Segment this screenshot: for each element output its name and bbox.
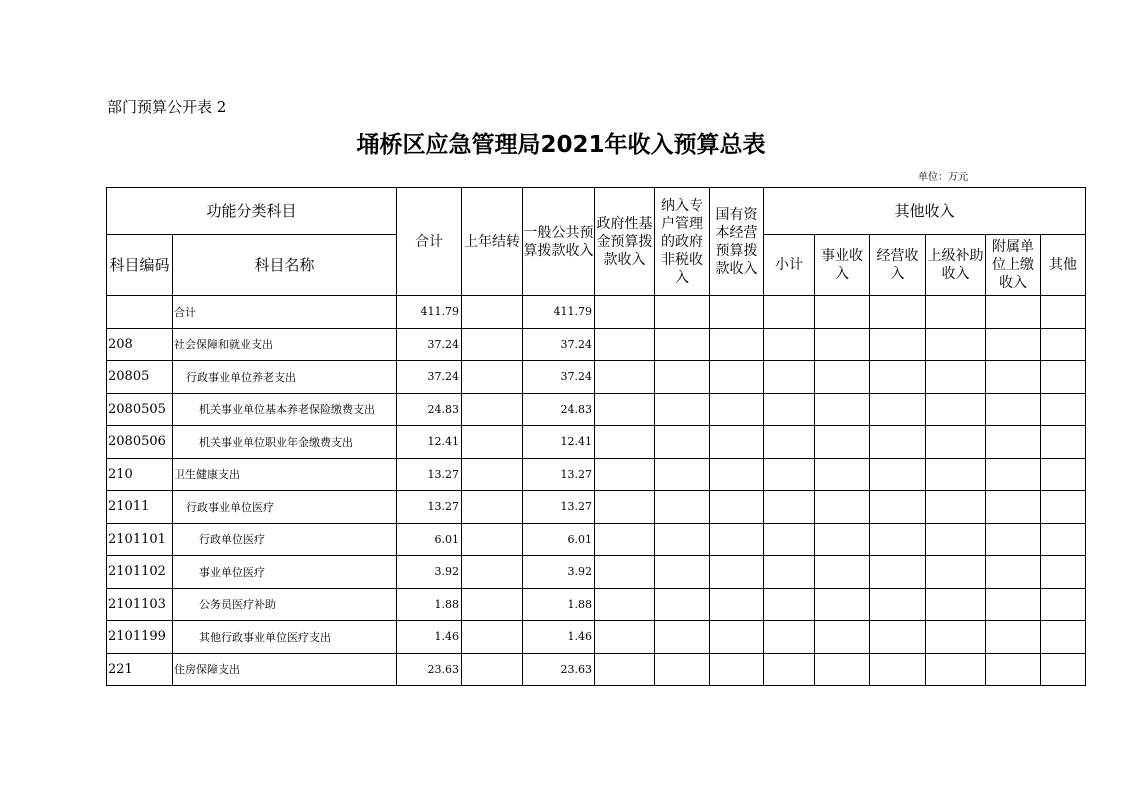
cell-empty [764,361,815,394]
table-row [107,621,1086,654]
cell-empty [986,653,1041,686]
cell-empty [764,588,815,621]
cell-total: 411.79 [397,296,462,329]
cell-empty [595,426,655,459]
cell-empty [764,491,815,524]
cell-general-budget: 1.88 [523,588,595,621]
cell-carryover [462,296,523,329]
cell-general-budget: 37.24 [523,361,595,394]
header-non-tax: 纳入专户管理的政府非税收入 [655,188,710,296]
cell-empty [986,458,1041,491]
cell-empty [870,588,926,621]
cell-empty [595,361,655,394]
cell-name: 事业单位医疗 [173,556,397,589]
cell-empty [815,653,870,686]
unit-label: 单位：万元 [918,172,968,183]
cell-empty [1041,653,1086,686]
cell-name: 卫生健康支出 [173,458,397,491]
cell-empty [986,491,1041,524]
cell-empty [926,458,986,491]
table-row [107,653,1086,686]
cell-empty [815,296,870,329]
cell-empty [655,393,710,426]
cell-empty [710,393,764,426]
cell-empty [1041,393,1086,426]
cell-empty [710,458,764,491]
cell-total: 1.46 [397,621,462,654]
cell-code: 2080505 [107,393,173,426]
table-row [107,458,1086,491]
cell-empty [1041,296,1086,329]
table-row [107,328,1086,361]
cell-empty [986,328,1041,361]
cell-empty [764,393,815,426]
header-functional-classification: 功能分类科目 [107,188,397,235]
cell-empty [1041,491,1086,524]
cell-name: 其他行政事业单位医疗支出 [173,621,397,654]
cell-name: 行政单位医疗 [173,523,397,556]
cell-empty [595,588,655,621]
cell-empty [655,361,710,394]
header-general-budget: 一般公共预算拨款收入 [523,188,595,296]
cell-empty [870,328,926,361]
header-gov-fund: 政府性基金预算拨款收入 [595,188,655,296]
cell-empty [595,458,655,491]
cell-empty [1041,328,1086,361]
cell-empty [926,426,986,459]
cell-empty [870,556,926,589]
header-others: 其他 [1041,235,1086,296]
cell-code: 2101101 [107,523,173,556]
cell-empty [870,523,926,556]
table-row [107,296,1086,329]
cell-general-budget: 24.83 [523,393,595,426]
budget-table [106,187,1086,686]
cell-carryover [462,426,523,459]
cell-empty [655,296,710,329]
cell-empty [815,361,870,394]
cell-empty [595,556,655,589]
cell-empty [1041,588,1086,621]
cell-total: 24.83 [397,393,462,426]
cell-code: 2101199 [107,621,173,654]
cell-total: 3.92 [397,556,462,589]
cell-empty [815,523,870,556]
cell-empty [986,621,1041,654]
table-row [107,426,1086,459]
cell-general-budget: 13.27 [523,491,595,524]
table-row [107,556,1086,589]
cell-empty [1041,361,1086,394]
header-subtotal: 小计 [764,235,815,296]
cell-general-budget: 12.41 [523,426,595,459]
cell-empty [815,491,870,524]
cell-empty [986,393,1041,426]
cell-general-budget: 6.01 [523,523,595,556]
cell-empty [1041,556,1086,589]
cell-total: 6.01 [397,523,462,556]
table-row [107,588,1086,621]
header-subject-code: 科目编码 [107,235,173,296]
cell-code [107,296,173,329]
cell-carryover [462,523,523,556]
cell-empty [710,426,764,459]
cell-empty [710,556,764,589]
cell-empty [870,458,926,491]
cell-name: 公务员医疗补助 [173,588,397,621]
cell-code: 20805 [107,361,173,394]
cell-empty [986,588,1041,621]
cell-empty [986,361,1041,394]
header-other-income: 其他收入 [764,188,1086,235]
cell-carryover [462,556,523,589]
cell-empty [764,458,815,491]
header-state-owned-capital: 国有资本经营预算拨款收入 [710,188,764,296]
cell-empty [870,361,926,394]
table-row [107,491,1086,524]
cell-empty [595,328,655,361]
cell-empty [986,296,1041,329]
cell-carryover [462,393,523,426]
cell-name: 机关事业单位基本养老保险缴费支出 [173,393,397,426]
cell-code: 2101103 [107,588,173,621]
cell-empty [595,491,655,524]
cell-empty [595,621,655,654]
cell-empty [815,458,870,491]
cell-empty [655,491,710,524]
cell-empty [710,296,764,329]
cell-empty [655,621,710,654]
header-operating-income: 经营收入 [870,235,926,296]
cell-empty [710,621,764,654]
cell-code: 21011 [107,491,173,524]
cell-empty [655,458,710,491]
cell-empty [986,523,1041,556]
cell-total: 37.24 [397,361,462,394]
cell-carryover [462,653,523,686]
cell-total: 23.63 [397,653,462,686]
cell-general-budget: 3.92 [523,556,595,589]
cell-empty [926,361,986,394]
cell-code: 210 [107,458,173,491]
cell-name: 住房保障支出 [173,653,397,686]
cell-name: 社会保障和就业支出 [173,328,397,361]
cell-empty [926,491,986,524]
cell-empty [815,328,870,361]
cell-carryover [462,588,523,621]
cell-carryover [462,491,523,524]
cell-name: 机关事业单位职业年金缴费支出 [173,426,397,459]
cell-empty [926,328,986,361]
cell-empty [926,296,986,329]
cell-general-budget: 23.63 [523,653,595,686]
header-total: 合计 [397,188,462,296]
cell-total: 37.24 [397,328,462,361]
cell-code: 221 [107,653,173,686]
cell-empty [926,523,986,556]
cell-code: 2080506 [107,426,173,459]
cell-empty [1041,523,1086,556]
cell-total: 13.27 [397,491,462,524]
cell-carryover [462,458,523,491]
cell-name: 行政事业单位养老支出 [173,361,397,394]
cell-empty [815,426,870,459]
cell-empty [870,653,926,686]
cell-general-budget: 13.27 [523,458,595,491]
cell-empty [870,393,926,426]
cell-empty [926,556,986,589]
cell-empty [926,621,986,654]
cell-empty [926,653,986,686]
cell-empty [870,296,926,329]
cell-empty [815,556,870,589]
header-superior-subsidy: 上级补助收入 [926,235,986,296]
cell-empty [764,653,815,686]
header-affiliated-units: 附属单位上缴收入 [986,235,1041,296]
cell-empty [595,393,655,426]
table-row [107,361,1086,394]
cell-empty [926,393,986,426]
cell-empty [710,328,764,361]
cell-total: 1.88 [397,588,462,621]
cell-empty [710,361,764,394]
cell-name: 合计 [173,296,397,329]
cell-empty [926,588,986,621]
cell-code: 2101102 [107,556,173,589]
cell-code: 208 [107,328,173,361]
cell-empty [870,491,926,524]
cell-empty [655,653,710,686]
cell-empty [986,556,1041,589]
cell-empty [595,653,655,686]
cell-empty [815,393,870,426]
cell-empty [710,653,764,686]
cell-carryover [462,621,523,654]
cell-general-budget: 1.46 [523,621,595,654]
cell-general-budget: 37.24 [523,328,595,361]
cell-empty [710,588,764,621]
cell-empty [1041,426,1086,459]
cell-empty [815,621,870,654]
cell-empty [870,621,926,654]
header-carryover: 上年结转 [462,188,523,296]
cell-empty [986,426,1041,459]
cell-empty [595,296,655,329]
cell-empty [655,523,710,556]
cell-empty [870,426,926,459]
cell-empty [764,296,815,329]
cell-empty [815,588,870,621]
cell-total: 13.27 [397,458,462,491]
cell-empty [655,556,710,589]
page-title: 埇桥区应急管理局2021年收入预算总表 [356,132,766,158]
cell-empty [764,523,815,556]
cell-empty [655,588,710,621]
cell-general-budget: 411.79 [523,296,595,329]
cell-empty [655,426,710,459]
cell-empty [764,621,815,654]
cell-empty [595,523,655,556]
cell-empty [764,328,815,361]
cell-empty [710,523,764,556]
cell-empty [655,328,710,361]
header-subject-name: 科目名称 [173,235,397,296]
header-business-income: 事业收入 [815,235,870,296]
cell-carryover [462,328,523,361]
table-caption: 部门预算公开表 2 [107,98,227,116]
cell-empty [1041,458,1086,491]
cell-carryover [462,361,523,394]
cell-empty [764,426,815,459]
cell-name: 行政事业单位医疗 [173,491,397,524]
cell-empty [710,491,764,524]
table-row [107,393,1086,426]
cell-empty [1041,621,1086,654]
cell-total: 12.41 [397,426,462,459]
table-row [107,523,1086,556]
cell-empty [764,556,815,589]
